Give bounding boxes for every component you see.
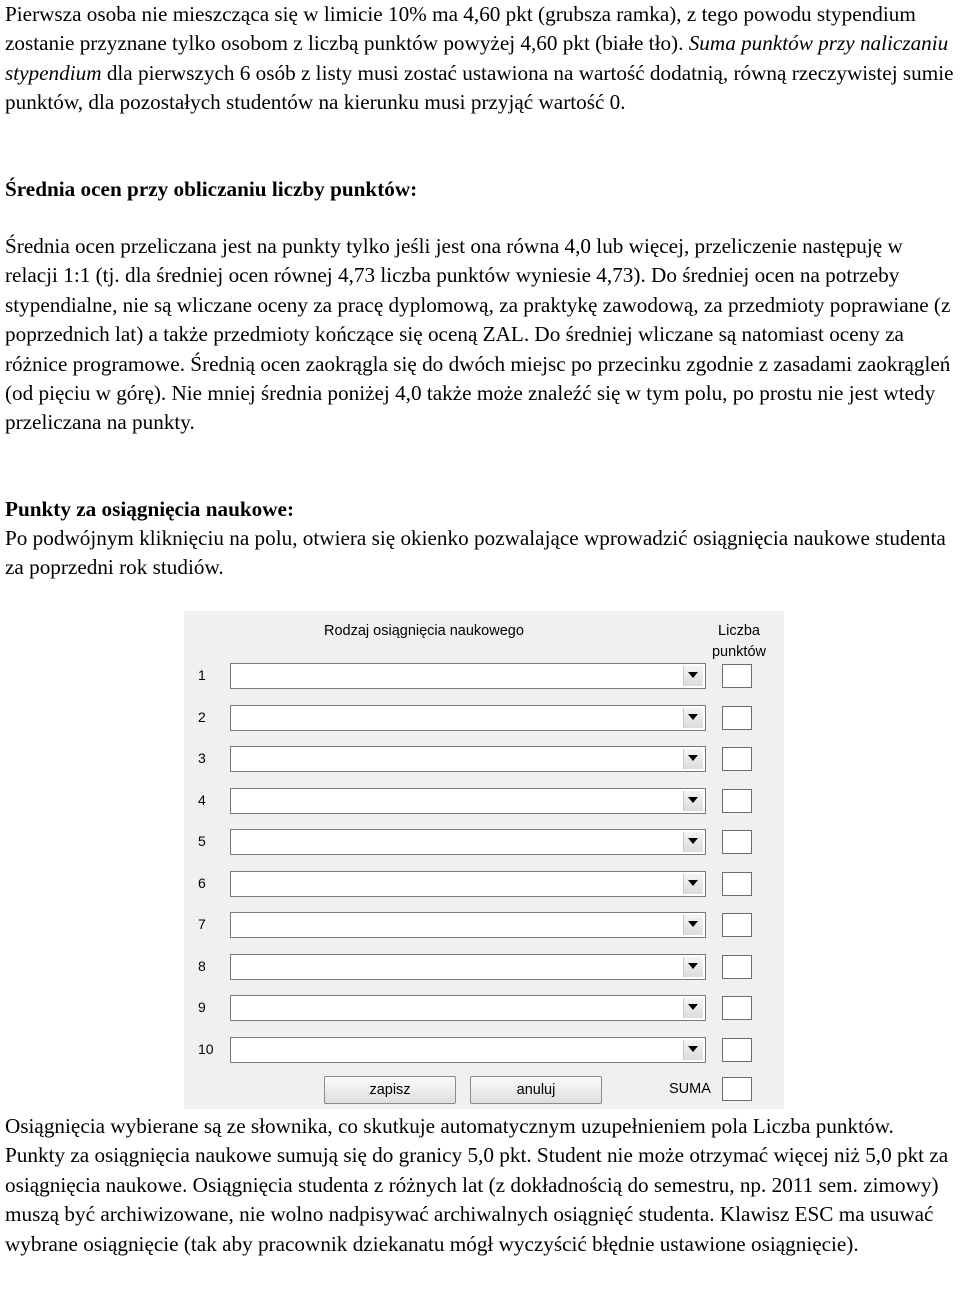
intro-text-italic: Suma punktów przy naliczaniu stypendium	[5, 31, 949, 85]
section-body-average	[5, 232, 957, 438]
row-number: 9	[198, 999, 206, 1015]
achievement-select[interactable]	[230, 995, 706, 1021]
achievement-select[interactable]	[230, 829, 706, 855]
achievement-select[interactable]	[230, 871, 706, 897]
points-field[interactable]	[722, 747, 752, 771]
cancel-button[interactable]: anuluj	[470, 1076, 602, 1104]
dropdown-button[interactable]	[683, 998, 703, 1018]
dropdown-button[interactable]	[683, 832, 703, 852]
dropdown-button[interactable]	[683, 666, 703, 686]
section-body-achievements	[5, 524, 957, 583]
achievement-select[interactable]	[230, 746, 706, 772]
points-field[interactable]	[722, 706, 752, 730]
dropdown-button[interactable]	[683, 874, 703, 894]
achievement-select[interactable]	[230, 1037, 706, 1063]
points-field[interactable]	[722, 996, 752, 1020]
points-field[interactable]	[722, 913, 752, 937]
dialog-title: Rodzaj osiągnięcia naukowego	[324, 623, 524, 639]
row-number: 3	[198, 750, 206, 766]
achievement-select[interactable]	[230, 912, 706, 938]
row-number: 8	[198, 957, 206, 974]
dropdown-button[interactable]	[683, 791, 703, 811]
points-field[interactable]	[722, 1038, 752, 1062]
chevron-down-icon	[688, 1004, 698, 1011]
points-field[interactable]	[722, 955, 752, 979]
chevron-down-icon	[688, 1046, 698, 1053]
points-field[interactable]	[722, 872, 752, 896]
points-field[interactable]	[722, 830, 752, 854]
sum-field[interactable]	[722, 1077, 752, 1101]
row-number: 2	[198, 708, 206, 725]
achievements-dialog	[184, 611, 784, 1109]
achievement-select[interactable]	[230, 788, 706, 814]
row-number: 7	[198, 916, 206, 932]
row-number: 1	[198, 667, 206, 683]
chevron-down-icon	[688, 672, 698, 679]
chevron-down-icon	[688, 880, 698, 887]
achievement-select[interactable]	[230, 663, 706, 689]
achievement-select[interactable]	[230, 954, 706, 980]
achievements-text: Po podwójnym kliknięciu na polu, otwiera się okienko pozwalające wprowadzić osiągnięcia naukowe studenta za poprzedni rok studiów.	[5, 526, 946, 580]
intro-paragraph	[5, 0, 957, 118]
achievement-select[interactable]	[230, 705, 706, 731]
points-column-header	[704, 621, 774, 663]
points-header-line2: punktów	[711, 644, 766, 660]
row-number: 4	[198, 791, 206, 808]
dropdown-button[interactable]	[683, 708, 703, 728]
points-field[interactable]	[722, 664, 752, 688]
row-number: 6	[198, 874, 206, 891]
section-heading-average: Średnia ocen przy obliczaniu liczby punktów:	[5, 177, 418, 201]
dropdown-button[interactable]	[683, 1040, 703, 1060]
row-number: 10	[198, 1040, 214, 1057]
intro-text-1: Pierwsza osoba nie mieszcząca się w limicie 10% ma 4,60 pkt (grubsza ramka), z tego powodu stypendium zostanie przyznane tylko osobom z liczbą punktów powyżej 4,60 pkt (białe tło).	[5, 2, 916, 56]
chevron-down-icon	[688, 921, 698, 928]
chevron-down-icon	[688, 963, 698, 970]
dropdown-button[interactable]	[683, 957, 703, 977]
section-body-dictionary	[5, 1112, 957, 1259]
sum-label: SUMA	[669, 1081, 711, 1097]
points-field[interactable]	[722, 789, 752, 813]
chevron-down-icon	[688, 714, 698, 721]
average-text: Średnia ocen przeliczana jest na punkty tylko jeśli jest ona równa 4,0 lub więcej, przeliczenie następuję w relacji 1:1 (tj. dla średniej ocen równej 4,73 liczba punktów wyniesie 4,73). Do średniej ocen na potrzeby stypendialne, nie są wliczane oceny za pracę dyplomową, za praktykę zawodową, za przedmioty poprawiane (z poprzednich lat) a także przedmioty kończące się oceną ZAL. Do średniej wliczane są natomiast oceny za różnice programowe. Średnią ocen zaokrągla się do dwóch miejsc po przecinku zgodnie z zasadami zaokrągleń (od pięciu w górę). Nie mniej średnia poniżej 4,0 także może znaleźć się w tym polu, po prostu nie jest wtedy przeliczana na punkty.	[5, 234, 951, 435]
save-button[interactable]: zapisz	[324, 1076, 456, 1104]
dropdown-button[interactable]	[683, 915, 703, 935]
dropdown-button[interactable]	[683, 749, 703, 769]
dictionary-text: Osiągnięcia wybierane są ze słownika, co skutkuje automatycznym uzupełnieniem pola Liczba punktów. Punkty za osiągnięcia naukowe sumują się do granicy 5,0 pkt. Student nie może otrzymać więcej niż 5,0 pkt za osiągnięcia naukowe. Osiągnięcia studenta z różnych lat (z dokładnością do semestru, np. 2011 sem. zimowy) muszą być archiwizowane, nie wolno nadpisywać archiwalnych osiągnięć studenta. Klawisz ESC ma usuwać wybrane osiągnięcie (tak aby pracownik dziekanatu mógł wyczyścić błędnie ustawione osiągnięcie).	[5, 1114, 949, 1256]
section-heading-achievements: Punkty za osiągnięcia naukowe:	[5, 497, 295, 521]
chevron-down-icon	[688, 755, 698, 762]
intro-text-2: dla pierwszych 6 osób z listy musi zostać ustawiona na wartość dodatnią, równą rzeczywistej sumie punktów, dla pozostałych studentów na kierunku musi przyjąć wartość 0.	[5, 60, 954, 115]
points-header-line1: Liczba	[718, 623, 760, 639]
chevron-down-icon	[688, 797, 698, 804]
row-number: 5	[198, 833, 206, 849]
chevron-down-icon	[688, 838, 698, 845]
